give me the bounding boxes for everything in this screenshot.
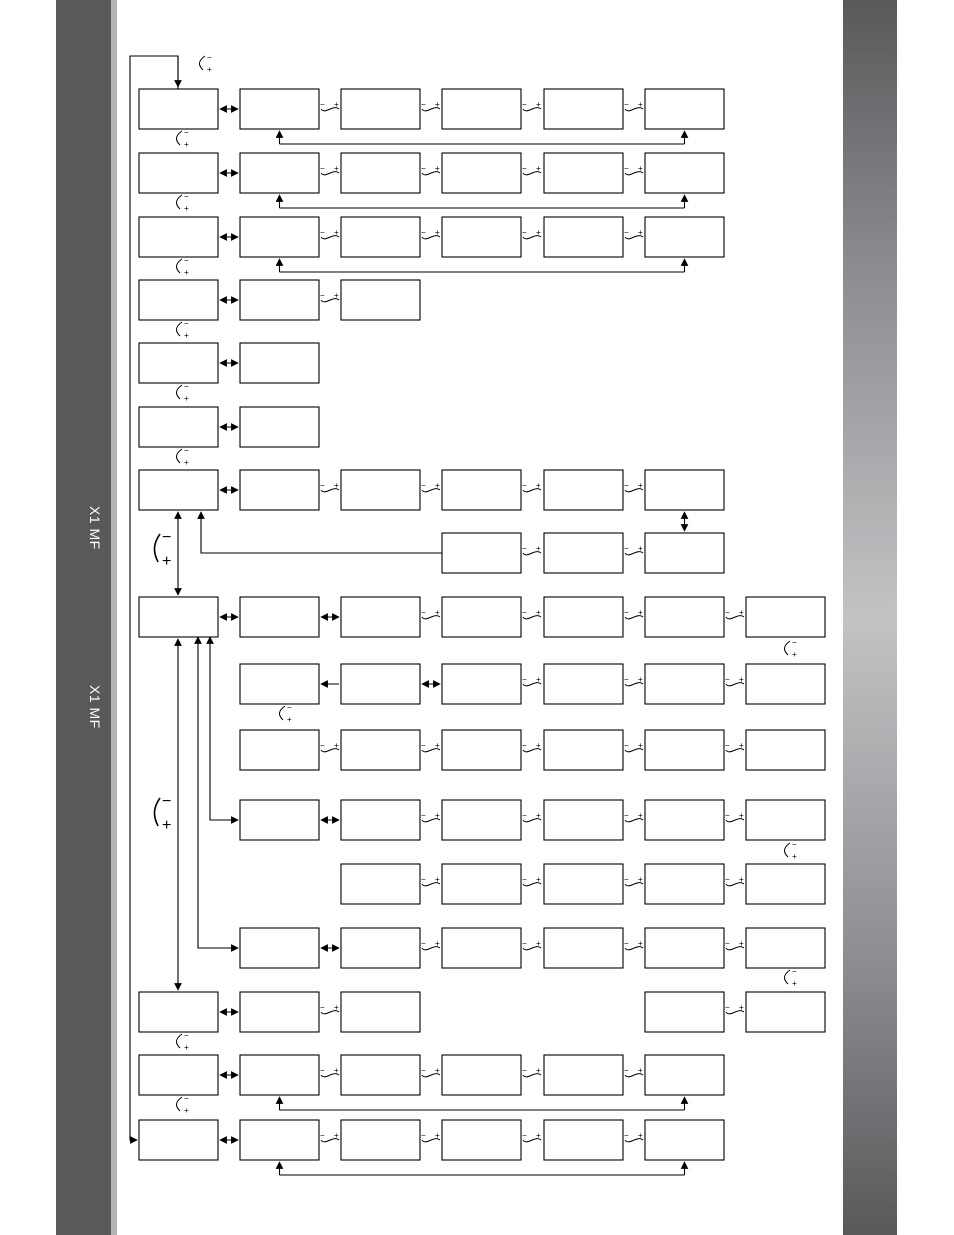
- scroll-arrow-icon: [624, 939, 643, 950]
- svg-text:+: +: [435, 481, 440, 490]
- svg-text:+: +: [638, 675, 643, 684]
- scroll-arrow-icon: [624, 164, 643, 175]
- menu-box-r13-col5: [645, 928, 724, 968]
- svg-text:+: +: [435, 608, 440, 617]
- scroll-arrow-icon: [624, 544, 643, 555]
- menu-box-r1-col0: [139, 89, 218, 129]
- svg-text:+: +: [536, 164, 541, 173]
- menu-box-r7b-col3: [442, 533, 521, 573]
- svg-text:−: −: [421, 875, 426, 884]
- svg-text:+: +: [334, 1066, 339, 1075]
- scroll-arrow-icon: [154, 529, 171, 570]
- svg-text:+: +: [184, 331, 189, 340]
- svg-text:−: −: [624, 228, 629, 237]
- svg-text:−: −: [184, 382, 189, 391]
- svg-text:+: +: [184, 1106, 189, 1115]
- scroll-arrow-icon: [624, 100, 643, 111]
- svg-text:−: −: [522, 544, 527, 553]
- menu-box-r1-col1: [240, 89, 319, 129]
- scroll-arrow-icon: [176, 446, 189, 467]
- menu-box-r7b-col5: [645, 533, 724, 573]
- svg-text:−: −: [624, 811, 629, 820]
- menu-box-r10-col2: [341, 730, 420, 770]
- svg-text:+: +: [334, 164, 339, 173]
- svg-text:−: −: [287, 703, 292, 712]
- menu-box-r2-col0: [139, 153, 218, 193]
- menu-box-r15-col1: [240, 1055, 319, 1095]
- scroll-arrow-icon: [725, 675, 744, 686]
- svg-text:+: +: [162, 553, 172, 570]
- svg-text:−: −: [624, 675, 629, 684]
- menu-box-r3-col5: [645, 217, 724, 257]
- svg-text:−: −: [624, 164, 629, 173]
- menu-box-r1-col3: [442, 89, 521, 129]
- svg-text:+: +: [435, 100, 440, 109]
- menu-box-r4-col0: [139, 280, 218, 320]
- svg-text:−: −: [184, 319, 189, 328]
- svg-text:−: −: [320, 481, 325, 490]
- svg-text:+: +: [184, 1043, 189, 1052]
- svg-text:+: +: [536, 100, 541, 109]
- scroll-arrow-icon: [421, 875, 440, 886]
- menu-box-r13-col3: [442, 928, 521, 968]
- svg-text:−: −: [522, 1131, 527, 1140]
- menu-box-r9-col1: [240, 664, 319, 704]
- svg-text:+: +: [638, 741, 643, 750]
- menu-box-r12-col4: [544, 864, 623, 904]
- scroll-arrow-icon: [279, 703, 292, 724]
- menu-box-r7-col3: [442, 470, 521, 510]
- menu-box-r14-col2: [341, 992, 420, 1032]
- svg-text:−: −: [624, 741, 629, 750]
- scroll-arrow-icon: [624, 608, 643, 619]
- svg-text:−: −: [320, 741, 325, 750]
- menu-box-r14-col6: [746, 992, 825, 1032]
- menu-box-r16-col3: [442, 1120, 521, 1160]
- menu-box-r12-col2: [341, 864, 420, 904]
- svg-text:−: −: [207, 53, 212, 62]
- svg-text:+: +: [536, 608, 541, 617]
- menu-box-r6-col1: [240, 407, 319, 447]
- svg-text:−: −: [184, 1094, 189, 1103]
- svg-text:+: +: [334, 100, 339, 109]
- menu-box-r10-col6: [746, 730, 825, 770]
- single-arrow-icon: [198, 639, 238, 948]
- svg-text:+: +: [792, 852, 797, 861]
- menu-box-r15-col5: [645, 1055, 724, 1095]
- scroll-arrow-icon: [522, 481, 541, 492]
- menu-box-r8-col4: [544, 597, 623, 637]
- menu-box-r13-col2: [341, 928, 420, 968]
- scroll-arrow-icon: [421, 100, 440, 111]
- svg-text:+: +: [792, 979, 797, 988]
- menu-box-r6-col0: [139, 407, 218, 447]
- menu-box-r7-col2: [341, 470, 420, 510]
- svg-text:−: −: [184, 128, 189, 137]
- svg-text:−: −: [725, 875, 730, 884]
- scroll-arrow-icon: [624, 741, 643, 752]
- svg-text:+: +: [739, 741, 744, 750]
- menu-box-r15-col0: [139, 1055, 218, 1095]
- menu-box-r13-col6: [746, 928, 825, 968]
- svg-text:−: −: [725, 1003, 730, 1012]
- scroll-arrow-icon: [522, 675, 541, 686]
- svg-text:−: −: [522, 481, 527, 490]
- scroll-arrow-icon: [624, 1131, 643, 1142]
- scroll-arrow-icon: [624, 675, 643, 686]
- svg-text:+: +: [334, 481, 339, 490]
- svg-text:+: +: [638, 875, 643, 884]
- menu-box-r8-col5: [645, 597, 724, 637]
- menu-box-r13-col1: [240, 928, 319, 968]
- menu-box-r10-col1: [240, 730, 319, 770]
- menu-box-r12-col5: [645, 864, 724, 904]
- scroll-arrow-icon: [725, 875, 744, 886]
- menu-box-r16-col2: [341, 1120, 420, 1160]
- menu-box-r8-col0: [139, 597, 218, 637]
- menu-box-r1-col2: [341, 89, 420, 129]
- svg-text:−: −: [725, 939, 730, 948]
- menu-box-r3-col1: [240, 217, 319, 257]
- svg-text:+: +: [638, 939, 643, 948]
- svg-text:−: −: [421, 481, 426, 490]
- scroll-arrow-icon: [725, 811, 744, 822]
- sidebar-label-upper: X1 MF: [87, 506, 103, 550]
- svg-text:+: +: [184, 204, 189, 213]
- menu-box-r14-col0: [139, 992, 218, 1032]
- single-arrow-icon: [201, 512, 442, 553]
- svg-text:+: +: [638, 481, 643, 490]
- svg-text:−: −: [725, 741, 730, 750]
- menu-box-r11-col4: [544, 800, 623, 840]
- svg-text:+: +: [536, 1131, 541, 1140]
- svg-text:+: +: [334, 291, 339, 300]
- scroll-arrow-icon: [624, 811, 643, 822]
- menu-box-r11-col3: [442, 800, 521, 840]
- svg-text:+: +: [638, 228, 643, 237]
- svg-text:−: −: [421, 741, 426, 750]
- scroll-arrow-icon: [421, 481, 440, 492]
- svg-text:−: −: [421, 100, 426, 109]
- scroll-arrow-icon: [176, 319, 189, 340]
- svg-text:−: −: [184, 256, 189, 265]
- scroll-arrow-icon: [624, 875, 643, 886]
- svg-text:−: −: [522, 811, 527, 820]
- scroll-arrow-icon: [320, 1003, 339, 1014]
- svg-text:−: −: [725, 811, 730, 820]
- svg-text:+: +: [638, 544, 643, 553]
- svg-text:−: −: [184, 1031, 189, 1040]
- scroll-arrow-icon: [421, 1131, 440, 1142]
- svg-text:−: −: [162, 529, 172, 546]
- svg-text:−: −: [522, 675, 527, 684]
- svg-text:+: +: [435, 228, 440, 237]
- menu-box-r14-col1: [240, 992, 319, 1032]
- svg-text:+: +: [536, 544, 541, 553]
- menu-box-r2-col4: [544, 153, 623, 193]
- menu-box-r3-col0: [139, 217, 218, 257]
- svg-text:+: +: [536, 939, 541, 948]
- scroll-arrow-icon: [320, 741, 339, 752]
- menu-box-r11-col1: [240, 800, 319, 840]
- scroll-arrow-icon: [320, 228, 339, 239]
- scroll-arrow-icon: [320, 164, 339, 175]
- svg-text:−: −: [624, 481, 629, 490]
- scroll-arrow-icon: [522, 164, 541, 175]
- svg-text:+: +: [435, 741, 440, 750]
- svg-text:+: +: [435, 164, 440, 173]
- svg-text:−: −: [624, 608, 629, 617]
- svg-text:−: −: [320, 291, 325, 300]
- menu-box-r10-col5: [645, 730, 724, 770]
- svg-text:−: −: [792, 967, 797, 976]
- scroll-arrow-icon: [522, 811, 541, 822]
- menu-box-r7-col1: [240, 470, 319, 510]
- svg-text:−: −: [320, 164, 325, 173]
- scroll-arrow-icon: [522, 100, 541, 111]
- svg-text:+: +: [184, 268, 189, 277]
- svg-text:−: −: [522, 1066, 527, 1075]
- menu-box-r9-col2: [341, 664, 420, 704]
- menu-box-r15-col4: [544, 1055, 623, 1095]
- svg-text:+: +: [184, 394, 189, 403]
- svg-text:−: −: [320, 1066, 325, 1075]
- scroll-arrow-icon: [199, 53, 212, 74]
- svg-text:+: +: [536, 675, 541, 684]
- svg-text:+: +: [184, 140, 189, 149]
- svg-text:−: −: [320, 1131, 325, 1140]
- scroll-arrow-icon: [176, 382, 189, 403]
- scroll-arrow-icon: [522, 1066, 541, 1077]
- svg-text:−: −: [421, 1066, 426, 1075]
- menu-box-r9-col6: [746, 664, 825, 704]
- scroll-arrow-icon: [320, 100, 339, 111]
- menu-box-r8-col2: [341, 597, 420, 637]
- scroll-arrow-icon: [421, 939, 440, 950]
- svg-text:−: −: [522, 164, 527, 173]
- menu-box-r2-col1: [240, 153, 319, 193]
- scroll-arrow-icon: [522, 228, 541, 239]
- svg-text:−: −: [792, 840, 797, 849]
- menu-box-r3-col2: [341, 217, 420, 257]
- svg-text:+: +: [739, 811, 744, 820]
- menu-box-r7-col4: [544, 470, 623, 510]
- scroll-arrow-icon: [725, 608, 744, 619]
- menu-box-r16-col4: [544, 1120, 623, 1160]
- menu-box-r1-col5: [645, 89, 724, 129]
- scroll-arrow-icon: [421, 164, 440, 175]
- svg-text:−: −: [725, 608, 730, 617]
- menu-box-r11-col5: [645, 800, 724, 840]
- scroll-arrow-icon: [176, 128, 189, 149]
- scroll-arrow-icon: [421, 741, 440, 752]
- svg-text:+: +: [638, 100, 643, 109]
- menu-box-r5-col0: [139, 343, 218, 383]
- scroll-arrow-icon: [176, 192, 189, 213]
- svg-text:+: +: [207, 65, 212, 74]
- svg-text:+: +: [739, 675, 744, 684]
- svg-text:+: +: [162, 817, 172, 834]
- menu-box-r13-col4: [544, 928, 623, 968]
- svg-text:−: −: [184, 446, 189, 455]
- scroll-arrow-icon: [725, 1003, 744, 1014]
- svg-text:−: −: [320, 100, 325, 109]
- svg-text:−: −: [522, 741, 527, 750]
- svg-text:+: +: [536, 1066, 541, 1075]
- svg-text:−: −: [421, 811, 426, 820]
- menu-box-r1-col4: [544, 89, 623, 129]
- menu-box-r3-col4: [544, 217, 623, 257]
- svg-text:+: +: [638, 1066, 643, 1075]
- svg-text:−: −: [522, 100, 527, 109]
- svg-text:+: +: [536, 741, 541, 750]
- svg-text:−: −: [624, 544, 629, 553]
- svg-text:−: −: [320, 1003, 325, 1012]
- scroll-arrow-icon: [320, 291, 339, 302]
- menu-box-r2-col2: [341, 153, 420, 193]
- menu-box-r8-col6: [746, 597, 825, 637]
- svg-text:+: +: [739, 875, 744, 884]
- scroll-arrow-icon: [154, 793, 171, 834]
- svg-text:−: −: [320, 228, 325, 237]
- svg-text:+: +: [435, 875, 440, 884]
- svg-text:+: +: [334, 741, 339, 750]
- menu-box-r10-col3: [442, 730, 521, 770]
- svg-text:−: −: [184, 192, 189, 201]
- svg-text:−: −: [624, 100, 629, 109]
- svg-text:+: +: [739, 608, 744, 617]
- svg-text:−: −: [421, 1131, 426, 1140]
- menu-box-r9-col5: [645, 664, 724, 704]
- svg-text:+: +: [435, 1066, 440, 1075]
- menu-box-r14-col5: [645, 992, 724, 1032]
- scroll-arrow-icon: [522, 875, 541, 886]
- svg-text:+: +: [184, 458, 189, 467]
- scroll-arrow-icon: [421, 1066, 440, 1077]
- svg-text:+: +: [334, 228, 339, 237]
- scroll-arrow-icon: [176, 1094, 189, 1115]
- scroll-arrow-icon: [522, 608, 541, 619]
- svg-text:+: +: [435, 811, 440, 820]
- svg-text:−: −: [792, 638, 797, 647]
- scroll-arrow-icon: [725, 939, 744, 950]
- svg-text:+: +: [536, 875, 541, 884]
- scroll-arrow-icon: [784, 840, 797, 861]
- svg-text:−: −: [421, 228, 426, 237]
- svg-text:+: +: [739, 939, 744, 948]
- scroll-arrow-icon: [421, 228, 440, 239]
- svg-text:−: −: [162, 793, 172, 810]
- svg-text:+: +: [435, 1131, 440, 1140]
- scroll-arrow-icon: [176, 256, 189, 277]
- svg-text:−: −: [421, 939, 426, 948]
- scroll-arrow-icon: [176, 1031, 189, 1052]
- scroll-arrow-icon: [522, 544, 541, 555]
- svg-text:−: −: [522, 608, 527, 617]
- svg-text:−: −: [725, 675, 730, 684]
- menu-box-r9-col4: [544, 664, 623, 704]
- svg-text:+: +: [638, 811, 643, 820]
- menu-box-r3-col3: [442, 217, 521, 257]
- svg-text:+: +: [638, 1131, 643, 1140]
- menu-box-r2-col3: [442, 153, 521, 193]
- scroll-arrow-icon: [522, 939, 541, 950]
- scroll-arrow-icon: [522, 1131, 541, 1142]
- menu-box-r7-col0: [139, 470, 218, 510]
- menu-box-r8-col3: [442, 597, 521, 637]
- menu-box-r12-col6: [746, 864, 825, 904]
- svg-text:−: −: [624, 1066, 629, 1075]
- scroll-arrow-icon: [624, 228, 643, 239]
- menu-box-r15-col3: [442, 1055, 521, 1095]
- scroll-arrow-icon: [725, 741, 744, 752]
- menu-box-r8-col1: [240, 597, 319, 637]
- svg-text:−: −: [624, 875, 629, 884]
- menu-box-r16-col1: [240, 1120, 319, 1160]
- svg-text:+: +: [638, 164, 643, 173]
- single-arrow-icon: [210, 639, 238, 820]
- scroll-arrow-icon: [624, 481, 643, 492]
- menu-box-r2-col5: [645, 153, 724, 193]
- menu-box-r16-col0: [139, 1120, 218, 1160]
- menu-box-r4-col2: [341, 280, 420, 320]
- sidebar-label-lower: X1 MF: [87, 685, 103, 729]
- menu-box-r11-col6: [746, 800, 825, 840]
- svg-text:+: +: [287, 715, 292, 724]
- scroll-arrow-icon: [624, 1066, 643, 1077]
- svg-text:+: +: [536, 481, 541, 490]
- svg-text:−: −: [624, 1131, 629, 1140]
- menu-box-r12-col3: [442, 864, 521, 904]
- menu-box-r16-col5: [645, 1120, 724, 1160]
- menu-box-r4-col1: [240, 280, 319, 320]
- svg-text:+: +: [334, 1003, 339, 1012]
- svg-text:−: −: [421, 608, 426, 617]
- svg-text:−: −: [522, 939, 527, 948]
- scroll-arrow-icon: [421, 811, 440, 822]
- scroll-arrow-icon: [320, 1066, 339, 1077]
- scroll-arrow-icon: [784, 967, 797, 988]
- svg-text:+: +: [334, 1131, 339, 1140]
- menu-box-r7b-col4: [544, 533, 623, 573]
- svg-text:−: −: [522, 228, 527, 237]
- menu-box-r5-col1: [240, 343, 319, 383]
- menu-box-r9-col3: [442, 664, 521, 704]
- svg-text:+: +: [638, 608, 643, 617]
- scroll-arrow-icon: [320, 1131, 339, 1142]
- svg-text:−: −: [624, 939, 629, 948]
- svg-text:+: +: [739, 1003, 744, 1012]
- menu-box-r11-col2: [341, 800, 420, 840]
- menu-box-r7-col5: [645, 470, 724, 510]
- scroll-arrow-icon: [522, 741, 541, 752]
- menu-box-r10-col4: [544, 730, 623, 770]
- scroll-arrow-icon: [320, 481, 339, 492]
- scroll-arrow-icon: [784, 638, 797, 659]
- svg-text:+: +: [536, 811, 541, 820]
- svg-text:+: +: [435, 939, 440, 948]
- menu-box-r15-col2: [341, 1055, 420, 1095]
- svg-text:−: −: [421, 164, 426, 173]
- svg-text:+: +: [536, 228, 541, 237]
- svg-text:−: −: [522, 875, 527, 884]
- scroll-arrow-icon: [421, 608, 440, 619]
- svg-text:+: +: [792, 650, 797, 659]
